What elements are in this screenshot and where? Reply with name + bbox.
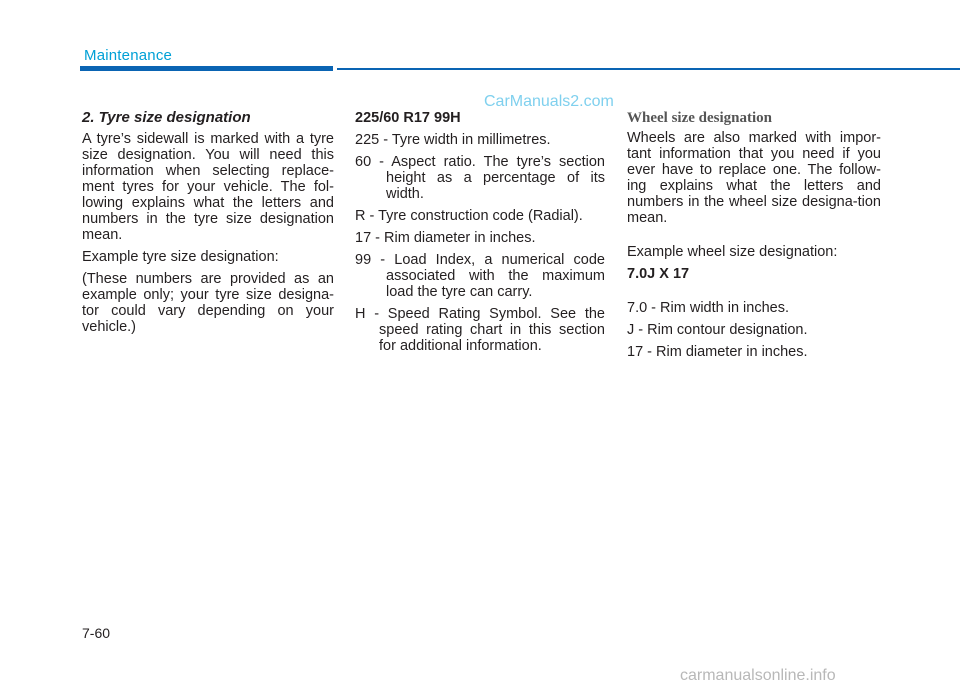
watermark-top[interactable]: CarManuals2.com bbox=[484, 93, 614, 110]
page-number: 7-60 bbox=[82, 625, 111, 641]
header-rule-thick bbox=[80, 66, 333, 71]
column-wheel-size bbox=[627, 110, 881, 366]
wheel-size-example-label: Example wheel size designation: bbox=[627, 244, 838, 260]
column-tyre-code bbox=[355, 110, 605, 360]
tyre-code-item: 17 - Rim diameter in inches. bbox=[355, 230, 536, 246]
wheel-code: 7.0J X 17 bbox=[627, 266, 690, 282]
tyre-code-item: H - Speed Rating Symbol. See the speed rating chart in this section for additional information. bbox=[355, 306, 605, 354]
tyre-size-example-label: Example tyre size designation: bbox=[82, 249, 279, 265]
tyre-code-item: 99 - Load Index, a numerical code associated with the maximum load the tyre can carry. bbox=[355, 252, 605, 300]
wheel-code-item: J - Rim contour designation. bbox=[627, 322, 808, 338]
tyre-code-item: 225 - Tyre width in millimetres. bbox=[355, 132, 551, 148]
wheel-size-heading: Wheel size designation bbox=[627, 110, 772, 126]
wheel-code-item: 17 - Rim diameter in inches. bbox=[627, 344, 808, 360]
tyre-code-item: 60 - Aspect ratio. The tyre’s section height as a percentage of its width. bbox=[355, 154, 605, 202]
tyre-size-note: (These numbers are provided as an example only; your tyre size designa-tor could vary depending on your vehicle.) bbox=[82, 271, 334, 335]
column-tyre-size bbox=[82, 110, 334, 341]
tyre-code-item: R - Tyre construction code (Radial). bbox=[355, 208, 583, 224]
wheel-code-item: 7.0 - Rim width in inches. bbox=[627, 300, 789, 316]
tyre-size-intro: A tyre’s sidewall is marked with a tyre size designation. You will need this information when selecting replace-ment tyres for your vehicle. The fol-lowing explains what the letters and numbers in the tyre size designation mean. bbox=[82, 131, 334, 243]
tyre-code: 225/60 R17 99H bbox=[355, 110, 461, 126]
tyre-size-heading: 2. Tyre size designation bbox=[82, 109, 251, 126]
header-rule-thin bbox=[337, 68, 960, 70]
wheel-size-intro: Wheels are also marked with impor-tant information that you need if you ever have to replace one. The follow-ing explains what the letters and numbers in the wheel size designa-tion mean. bbox=[627, 130, 881, 226]
section-title: Maintenance bbox=[84, 47, 173, 64]
watermark-bottom[interactable]: carmanualsonline.info bbox=[680, 667, 836, 684]
